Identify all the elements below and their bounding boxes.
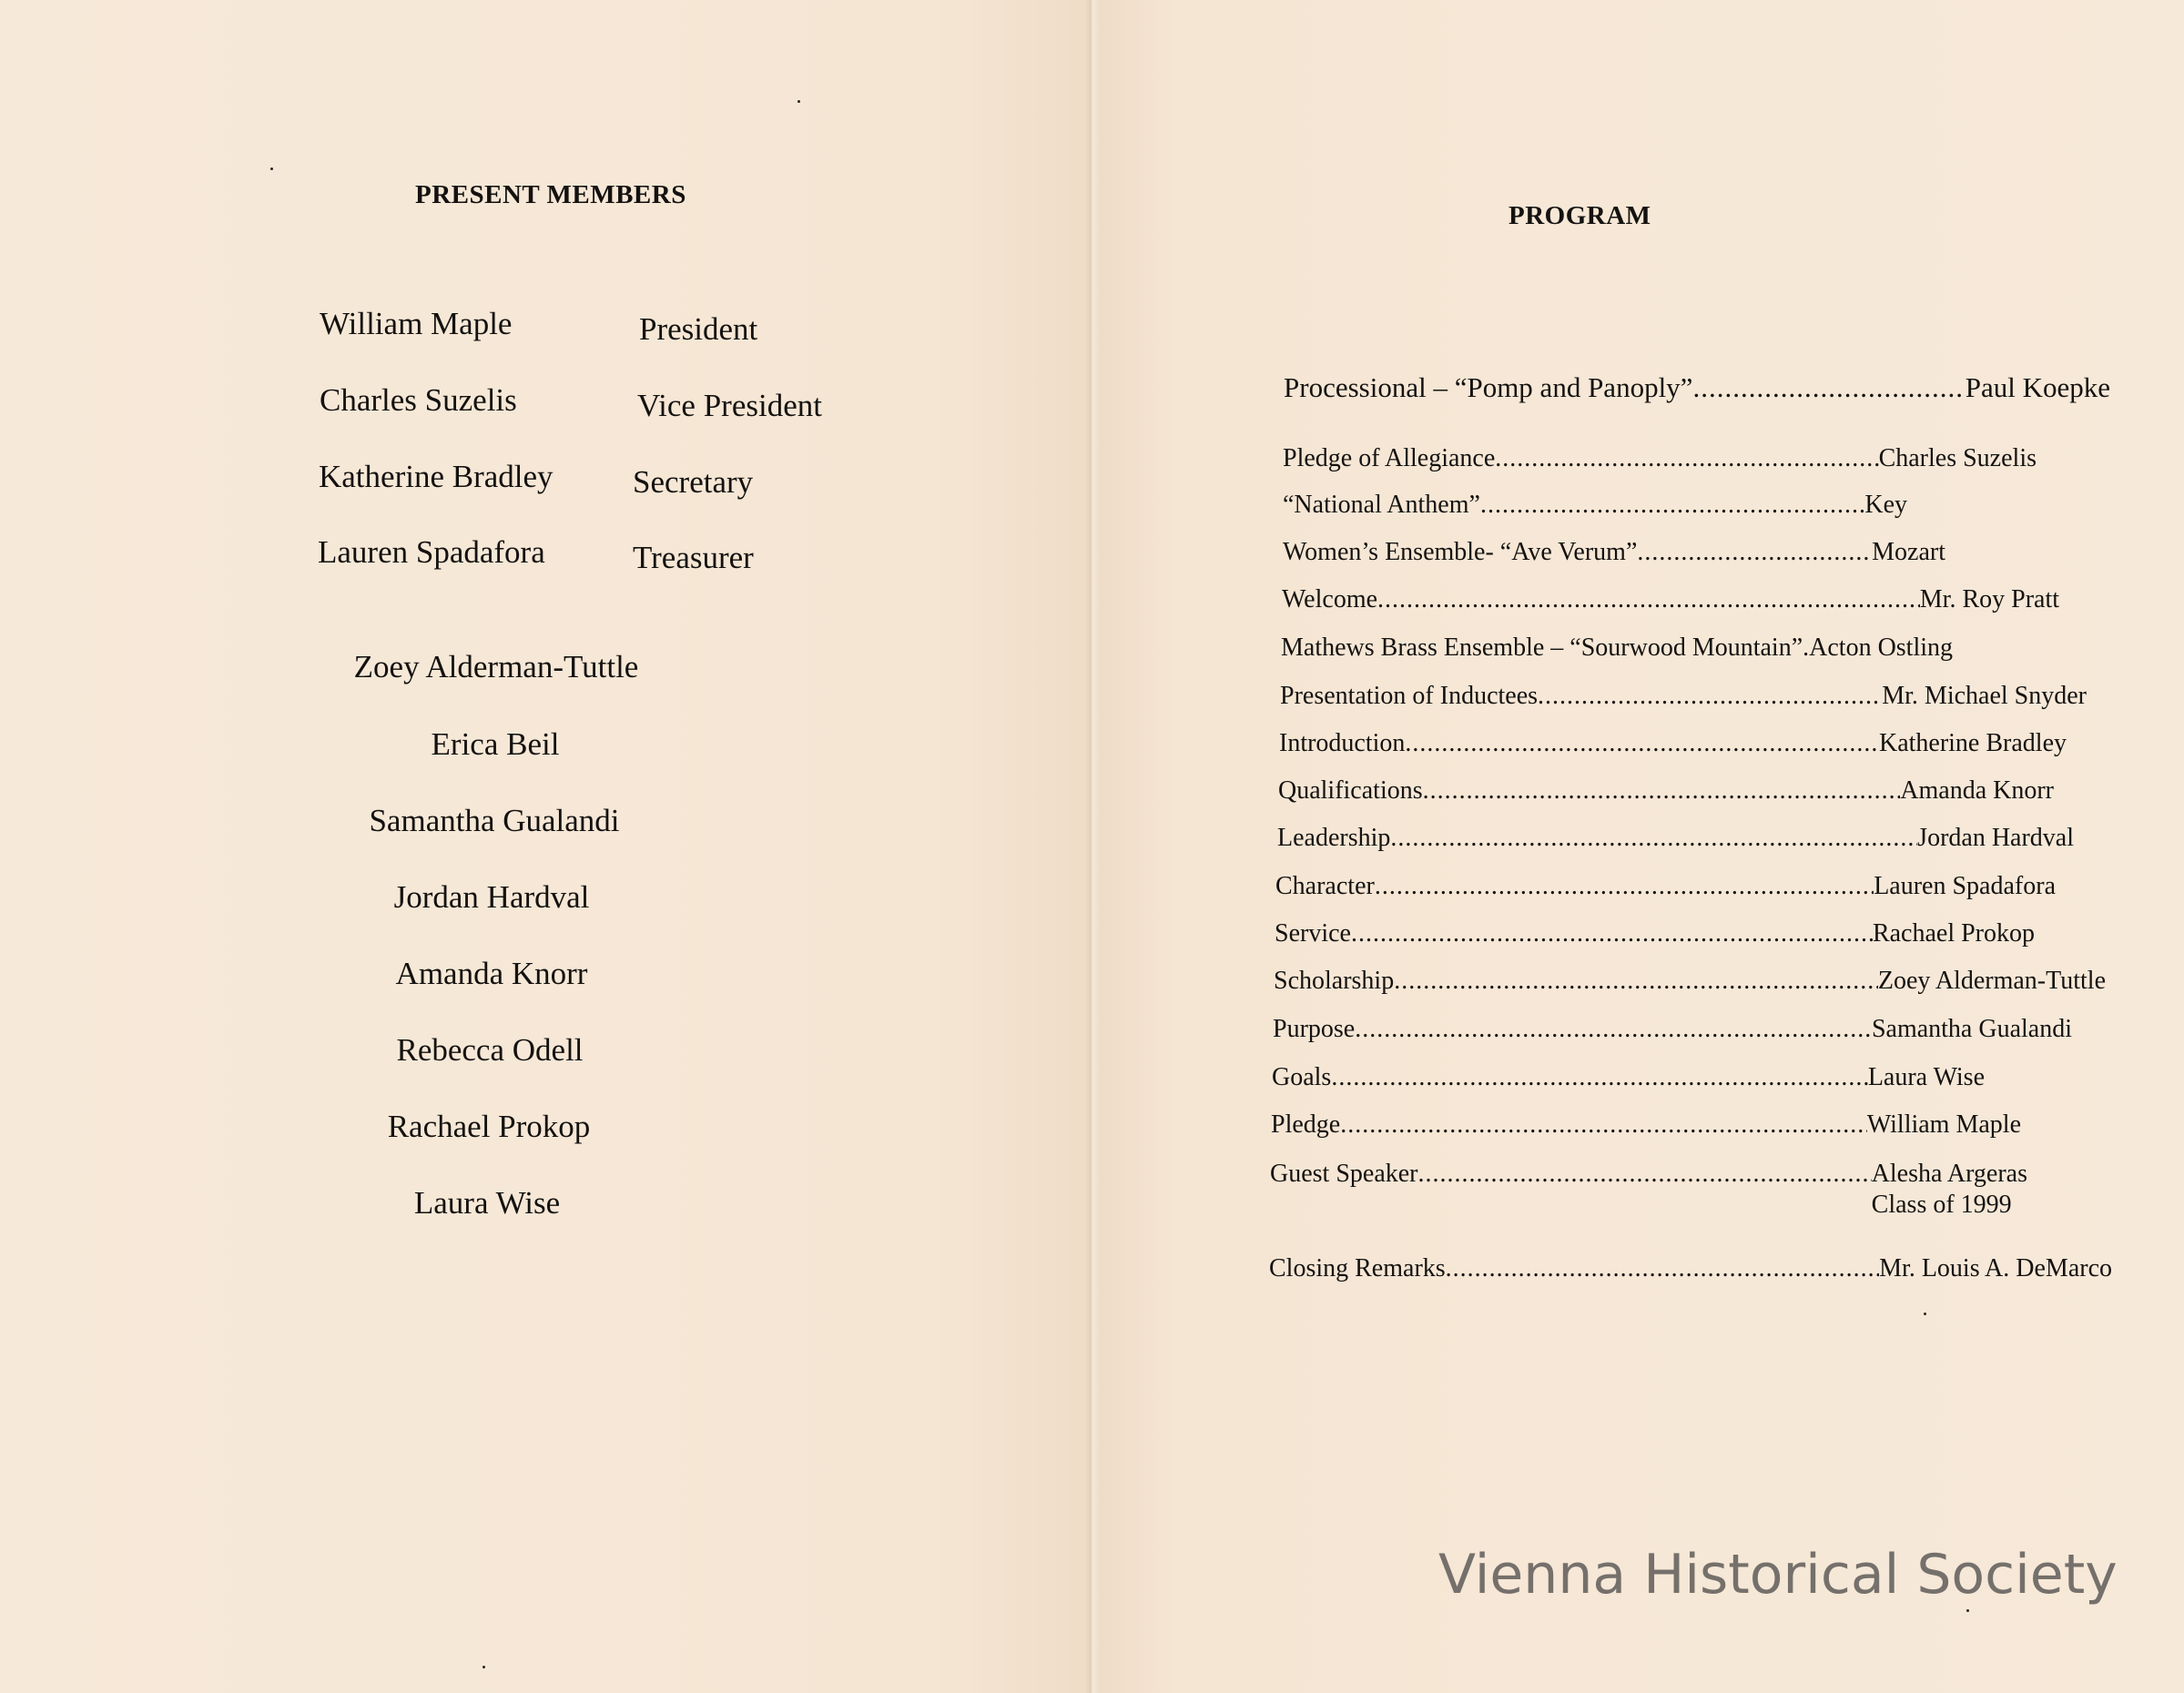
program-row [1277,824,2074,853]
program-person: Paul Koepke [1965,371,2110,403]
program-row [1275,872,2056,901]
member-name: Rebecca Odell [396,1032,584,1068]
program-row [1278,776,2054,806]
paper-speck [1924,1313,1926,1315]
program-heading: PROGRAM [1508,201,1651,230]
program-row [1271,1110,2021,1140]
program-person: Samantha Gualandi [1871,1015,2072,1043]
program-item: Closing Remarks [1269,1254,1446,1282]
member-name: Amanda Knorr [395,956,588,991]
leader-dots [1692,371,1965,404]
program-item: Guest Speaker [1270,1160,1418,1188]
program-person: Acton Ostling [1809,634,1954,662]
program-item: Leadership [1277,824,1391,852]
paper-speck [483,1666,485,1668]
member-name: Laura Wise [413,1185,561,1221]
program-person: Charles Suzelis [1878,444,2037,472]
page-fold [1085,0,1100,1693]
program-person: Amanda Knorr [1900,776,2054,805]
leader-dots [1394,967,1878,996]
program-item: Processional – “Pomp and Panoply” [1284,371,1693,403]
leader-dots [1423,776,1901,806]
officer-name: William Maple [320,306,513,341]
program-person-block [1872,1159,2027,1220]
program-item: Mathews Brass Ensemble – “Sourwood Mountain”. [1281,634,1810,662]
officer-name: Lauren Spadafora [318,534,545,570]
leader-dots [1331,1063,1867,1092]
paper-speck [1966,1609,1969,1612]
watermark-text: Vienna Historical Society [1438,1543,2118,1607]
program-item: Service [1275,919,1351,948]
program-person: Zoey Alderman-Tuttle [1877,967,2106,995]
program-item: Introduction [1279,729,1406,757]
leader-dots [1340,1110,1867,1140]
leader-dots [1538,682,1882,711]
program-person: Mozart [1872,538,1945,566]
leader-dots [1351,919,1873,948]
member-name: Zoey Alderman-Tuttle [353,649,639,684]
program-person: Katherine Bradley [1878,729,2067,757]
leader-dots [1418,1160,1872,1189]
program-row [1281,634,2109,663]
program-row [1269,1254,2112,1283]
leader-dots [1355,1015,1872,1044]
leader-dots [1405,729,1879,758]
leader-dots [1375,872,1874,901]
program-person: Key [1864,491,1907,519]
program-person: Mr. Michael Snyder [1882,682,2087,710]
officer-role: Secretary [633,464,754,500]
officer-role: President [639,311,758,347]
program-row [1274,967,2106,996]
program-person: Lauren Spadafora [1874,872,2056,900]
leader-dots [1377,585,1920,614]
program-item: Character [1275,872,1375,900]
program-row [1283,444,2037,473]
program-item: Scholarship [1274,967,1395,995]
program-item: “National Anthem” [1283,491,1480,519]
leader-dots [1495,444,1878,473]
leader-dots [1480,491,1864,520]
program-row [1273,1015,2072,1044]
program-row [1275,919,2035,948]
program-row [1270,1159,2027,1220]
program-item: Purpose [1273,1015,1356,1043]
program-person: Mr. Roy Pratt [1919,585,2059,613]
officer-name: Charles Suzelis [320,382,517,418]
present-members-heading: PRESENT MEMBERS [415,180,686,209]
officer-role: Vice President [637,388,822,423]
leader-dots [1446,1254,1879,1283]
paper-speck [797,100,800,103]
program-row [1282,585,2059,614]
program-item: Goals [1272,1063,1332,1091]
program-person: William Maple [1866,1110,2021,1139]
program-item: Presentation of Inductees [1280,682,1539,710]
program-row [1284,371,2110,404]
paper-speck [270,167,273,170]
officer-role: Treasurer [633,540,754,575]
program-item: Pledge [1271,1110,1341,1139]
program-person: Jordan Hardval [1917,824,2074,852]
member-name: Samantha Gualandi [369,803,620,838]
program-row [1279,729,2067,758]
program-row [1283,538,1945,567]
member-name: Jordan Hardval [393,879,590,915]
program-item: Qualifications [1278,776,1423,805]
program-person: Laura Wise [1867,1063,1985,1091]
member-name: Erica Beil [431,726,560,762]
officer-name: Katherine Bradley [319,459,554,494]
program-item: Women’s Ensemble- “Ave Verum” [1283,538,1638,566]
program-person: Alesha Argeras [1871,1160,2027,1188]
program-item: Welcome [1282,585,1378,613]
leader-dots [1390,824,1917,853]
program-person-class: Class of 1999 [1871,1190,2012,1219]
program-item: Pledge of Allegiance [1283,444,1496,472]
leader-dots [1637,538,1872,567]
program-person: Rachael Prokop [1872,919,2035,948]
program-person: Mr. Louis A. DeMarco [1879,1254,2112,1282]
program-row [1272,1063,1985,1092]
program-row [1280,682,2087,711]
member-name: Rachael Prokop [387,1109,591,1144]
program-row [1283,491,1907,520]
